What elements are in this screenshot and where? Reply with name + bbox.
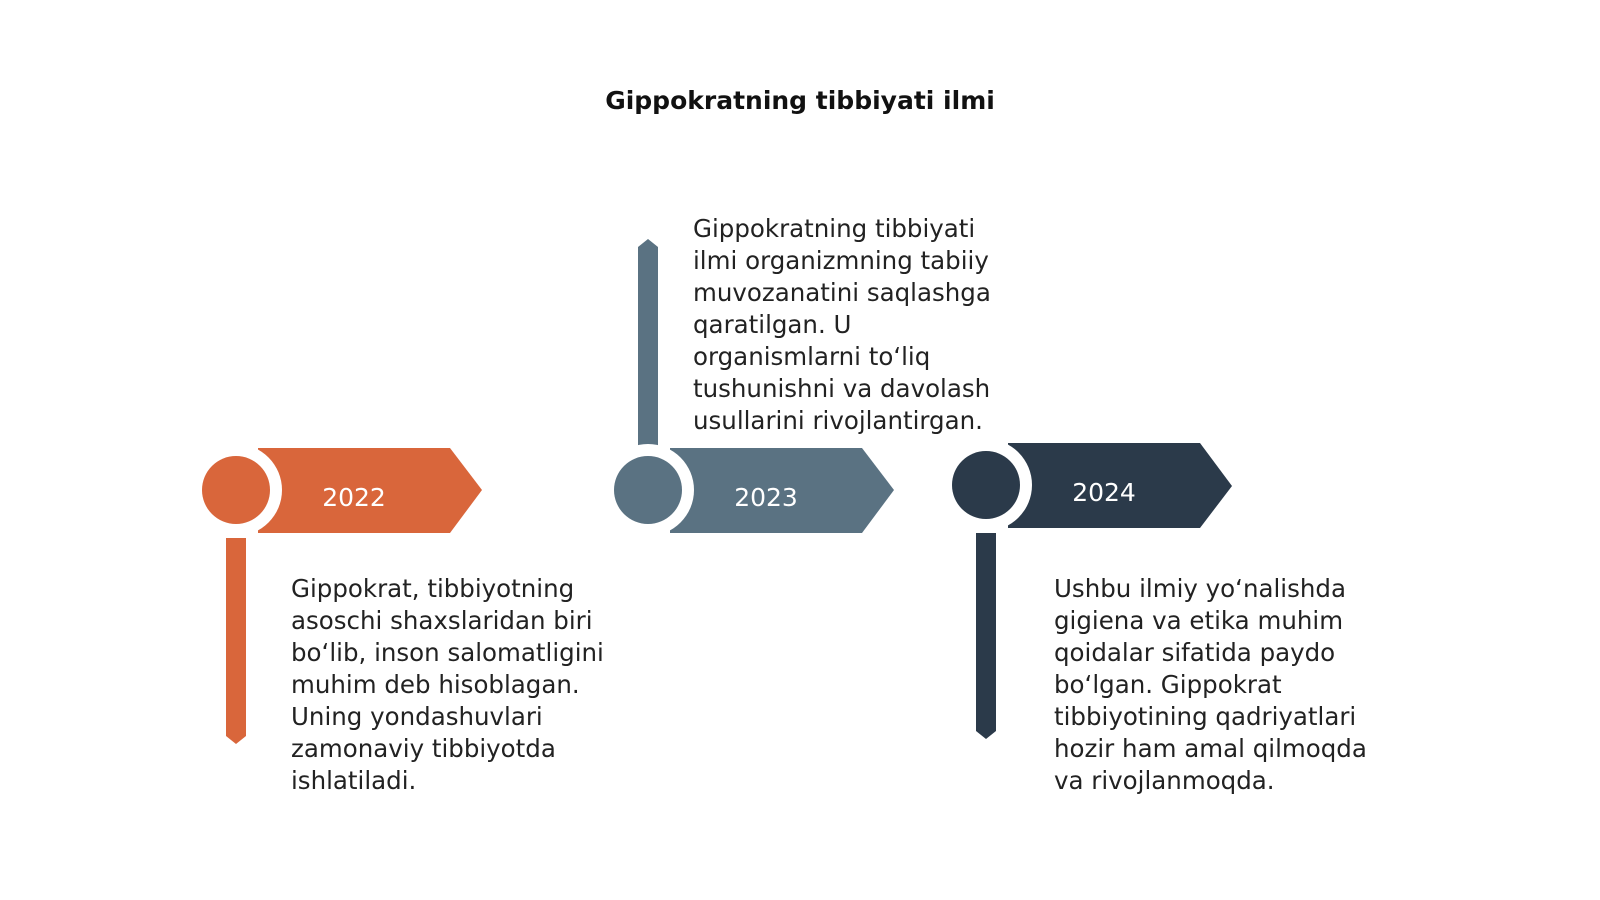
milestone-2024-year: 2024 <box>1072 478 1136 507</box>
milestone-2022-dot <box>202 456 270 524</box>
milestone-2022-year: 2022 <box>322 483 386 512</box>
description-line: qoidalar sifatida paydo <box>1054 638 1336 667</box>
description-line: va rivojlanmoqda. <box>1054 766 1275 795</box>
description-line: ishlatiladi. <box>291 766 417 795</box>
diagram-title: Gippokratning tibbiyati ilmi <box>605 86 995 115</box>
milestone-2024-stem <box>976 533 996 739</box>
description-line: hozir ham amal qilmoqda <box>1054 734 1367 763</box>
description-line: asoschi shaxslaridan biri <box>291 606 593 635</box>
description-line: Ushbu ilmiy yo‘nalishda <box>1054 574 1346 603</box>
description-line: bo‘lgan. Gippokrat <box>1054 670 1282 699</box>
milestone-2022-description <box>291 573 604 797</box>
description-line: zamonaviy tibbiyotda <box>291 734 556 763</box>
description-line: gigiena va etika muhim <box>1054 606 1344 635</box>
description-line: Gippokratning tibbiyati <box>693 214 976 243</box>
description-line: ilmi organizmning tabiiy <box>693 246 989 275</box>
description-line: usullarini rivojlantirgan. <box>693 406 983 435</box>
description-line: organismlarni to‘liq <box>693 342 931 371</box>
description-line: muhim deb hisoblagan. <box>291 670 580 699</box>
description-line: tibbiyotining qadriyatlari <box>1054 702 1357 731</box>
milestone-2022-stem <box>226 538 246 744</box>
description-line: tushunishni va davolash <box>693 374 991 403</box>
milestone-2023-stem <box>638 239 658 446</box>
milestone-2023-dot <box>614 456 682 524</box>
milestone-2024-dot <box>952 451 1020 519</box>
description-line: Uning yondashuvlari <box>291 702 543 731</box>
description-line: qaratilgan. U <box>693 310 852 339</box>
description-line: muvozanatini saqlashga <box>693 278 991 307</box>
description-line: Gippokrat, tibbiyotning <box>291 574 575 603</box>
milestone-2023-year: 2023 <box>734 483 798 512</box>
milestone-2023-description <box>693 213 991 437</box>
milestone-2024-description <box>1054 573 1367 797</box>
description-line: bo‘lib, inson salomatligini <box>291 638 604 667</box>
